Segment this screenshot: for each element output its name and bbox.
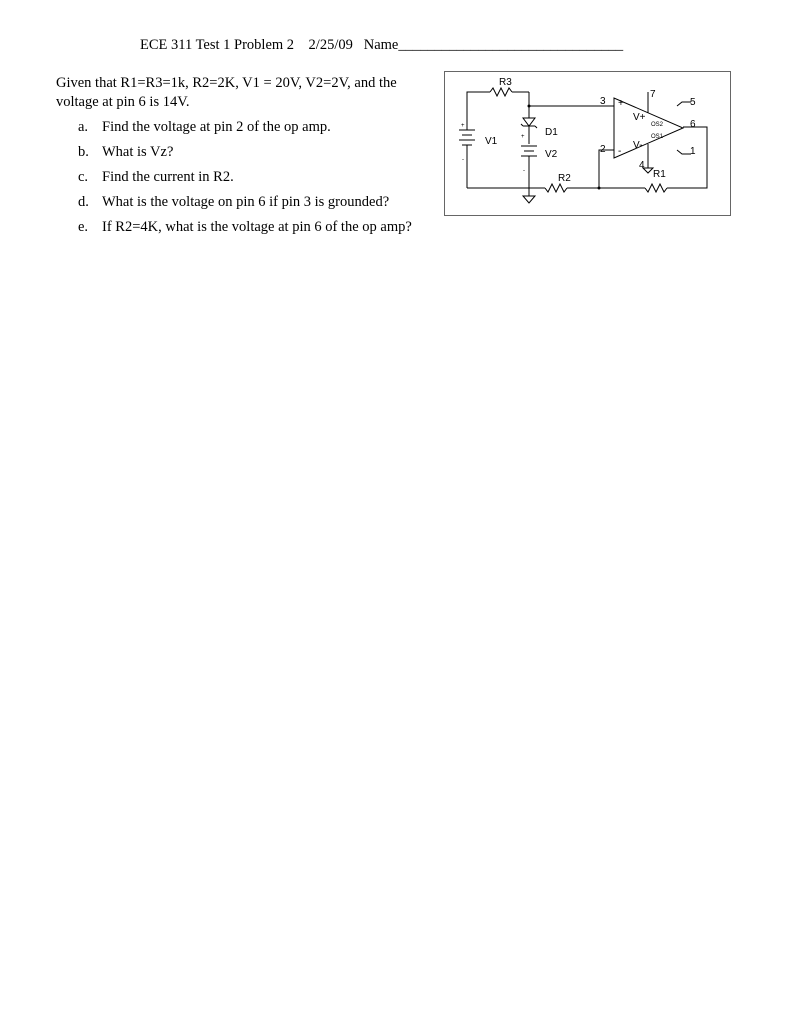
question-letter: b. xyxy=(78,144,89,160)
v1-minus: - xyxy=(462,157,464,163)
question-text: Find the current in R2. xyxy=(102,169,234,185)
r1-resistor xyxy=(645,184,667,192)
question-item xyxy=(56,168,426,187)
question-text: Find the voltage at pin 2 of the op amp. xyxy=(102,119,331,135)
question-text: If R2=4K, what is the voltage at pin 6 of the op amp? xyxy=(102,219,412,235)
pin3-label: 3 xyxy=(600,96,606,107)
question-letter: d. xyxy=(78,194,89,210)
v1-label: V1 xyxy=(485,136,498,147)
r2-label: R2 xyxy=(558,173,571,184)
question-item xyxy=(56,218,426,237)
wire xyxy=(599,150,614,188)
wire xyxy=(677,102,691,106)
pin6-label: 6 xyxy=(690,119,696,130)
question-text: What is Vz? xyxy=(102,144,174,160)
wire xyxy=(467,92,490,108)
question-item xyxy=(56,118,426,137)
minus-sign: - xyxy=(618,146,622,157)
circuit-figure xyxy=(444,71,731,216)
d1-label: D1 xyxy=(545,127,558,138)
page-header: ECE 311 Test 1 Problem 2 2/25/09 Name_______________________________ xyxy=(140,37,624,53)
wire xyxy=(677,150,691,154)
ground-symbol xyxy=(523,196,535,203)
question-item xyxy=(56,193,426,212)
v2-label: V2 xyxy=(545,149,558,160)
v1-battery xyxy=(459,130,475,145)
vplus-label: V+ xyxy=(633,112,646,123)
question-item xyxy=(56,143,426,162)
pin2-label: 2 xyxy=(600,144,606,155)
pin7-label: 7 xyxy=(650,89,656,100)
v2-minus: - xyxy=(523,168,525,174)
question-letter: c. xyxy=(78,169,89,185)
pin1-label: 1 xyxy=(690,146,696,157)
pin4-label: 4 xyxy=(639,160,645,171)
v2-plus: + xyxy=(521,134,525,140)
r2-resistor xyxy=(545,184,567,192)
question-letter: a. xyxy=(78,119,89,135)
pin5-label: 5 xyxy=(690,97,696,108)
os2-label: OS2 xyxy=(651,122,664,128)
question-list xyxy=(56,118,426,243)
problem-intro: Given that R1=R3=1k, R2=2K, V1 = 20V, V2=2V, and the voltage at pin 6 is 14V. xyxy=(56,75,397,110)
v2-battery xyxy=(521,146,537,156)
os1-label: OS1 xyxy=(651,134,664,140)
r3-label: R3 xyxy=(499,77,512,88)
question-letter: e. xyxy=(78,219,89,235)
v1-plus: + xyxy=(461,123,465,129)
r3-resistor xyxy=(490,88,512,96)
question-text: What is the voltage on pin 6 if pin 3 is grounded? xyxy=(102,194,390,210)
circuit-schematic xyxy=(445,72,732,217)
vminus-label: V- xyxy=(633,140,643,151)
wire xyxy=(667,127,707,188)
r1-label: R1 xyxy=(653,169,666,180)
plus-sign: + xyxy=(618,98,624,109)
